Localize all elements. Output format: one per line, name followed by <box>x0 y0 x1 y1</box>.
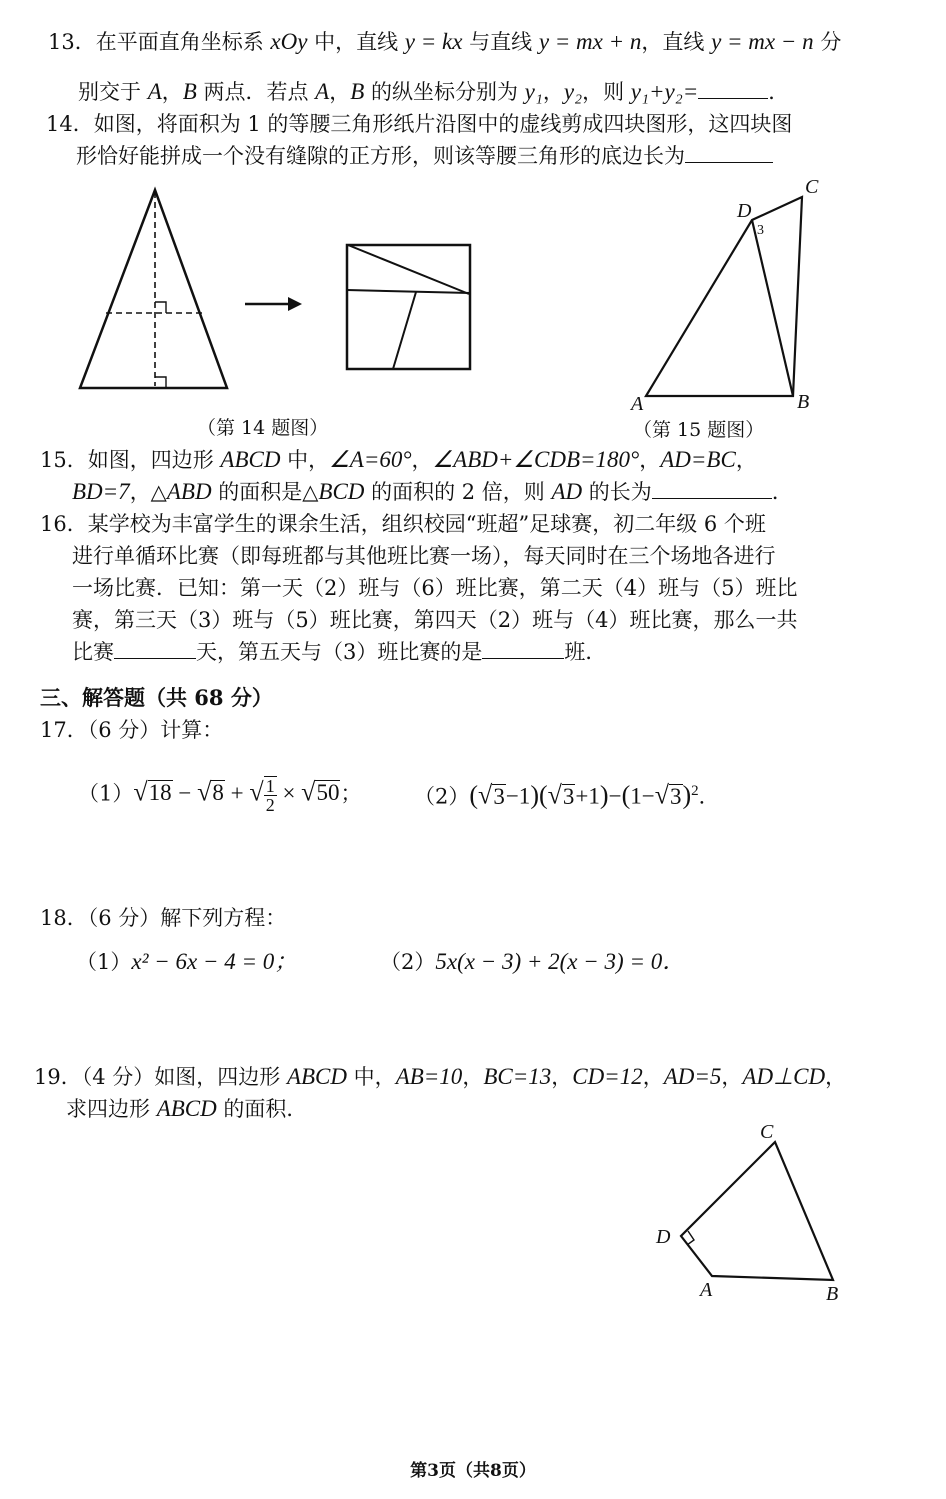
q15-line2: BD=7，△ABD 的面积是△BCD 的面积的 2 倍，则 AD 的长为 ． <box>72 479 793 504</box>
label-fig15-3: 3 <box>757 223 764 238</box>
q18-heading: 18．（6 分）解下列方程： <box>40 906 287 930</box>
q14-line1: 14．如图，将面积为 1 的等腰三角形纸片沿图中的虚线剪成四块图形，这四块图 <box>46 112 793 136</box>
q17-heading: 17．（6 分）计算： <box>40 718 224 742</box>
q16-line4: 赛，第三天（3）班与（5）班比赛，第四天（2）班与（4）班比赛，那么一共 <box>72 608 798 632</box>
label-fig15-B: B <box>797 391 810 413</box>
page-number: 第3页（共8页） <box>410 1461 536 1481</box>
q16-line1: 16．某学校为丰富学生的课余生活，组织校园“班超”足球赛，初二年级 6 个班 <box>40 512 766 536</box>
label-fig15-A: A <box>631 393 644 415</box>
q18-part1: （1）x² − 6x − 4 = 0； <box>76 949 298 974</box>
q16-line2: 进行单循环比赛（即每班都与其他班比赛一场），每天同时在三个场地各进行 <box>72 544 776 568</box>
q19-line1: 19．（4 分）如图，四边形 ABCD 中，AB=10，BC=13，CD=12，AD=5，AD⊥CD， <box>34 1064 847 1089</box>
q15-line1: 15．如图，四边形 ABCD 中，∠A=60°，∠ABD+∠CDB=180°，AD=BC， <box>40 447 757 472</box>
label-fig15-D: D <box>737 200 752 222</box>
q19-line2: 求四边形 ABCD 的面积． <box>66 1096 308 1121</box>
label-fig19-B: B <box>826 1283 839 1305</box>
q14-line2: 形恰好能拼成一个没有缝隙的正方形，则该等腰三角形的底边长为 <box>76 142 773 170</box>
label-fig19-C: C <box>760 1121 774 1143</box>
label-fig19-D: D <box>656 1226 671 1248</box>
q18-part2: （2）5x(x − 3) + 2(x − 3) = 0． <box>380 949 686 974</box>
section-3-title: 三、解答题（共 68 分） <box>40 685 273 710</box>
q13-line2: 别交于 A，B 两点．若点 A，B 的纵坐标分别为 y₁，y₂，则 y₁+y₂= ． <box>78 79 790 104</box>
q17-part1: （1）√18 − √8 + √ $\frac{1}{2}$ × √50； <box>78 776 362 815</box>
caption-fig15: （第 15 题图） <box>633 419 765 441</box>
q16-line3: 一场比赛．已知：第一天（2）班与（6）班比赛，第二天（4）班与（5）班比 <box>72 576 798 600</box>
caption-fig14: （第 14 题图） <box>197 417 329 439</box>
q17-part2: $(2)(√3-1)(√3+1)-(1-√3)^2$． <box>414 780 720 810</box>
q13-line1: 13．在平面直角坐标系 xOy 中，直线 y = kx 与直线 y = mx + n，直线 y = mx − n 分 <box>48 29 842 54</box>
q16-line5: 比赛 天，第五天与（3）班比赛的是 班． <box>72 640 607 664</box>
label-fig15-C: C <box>805 176 819 198</box>
label-fig19-A: A <box>700 1279 713 1301</box>
